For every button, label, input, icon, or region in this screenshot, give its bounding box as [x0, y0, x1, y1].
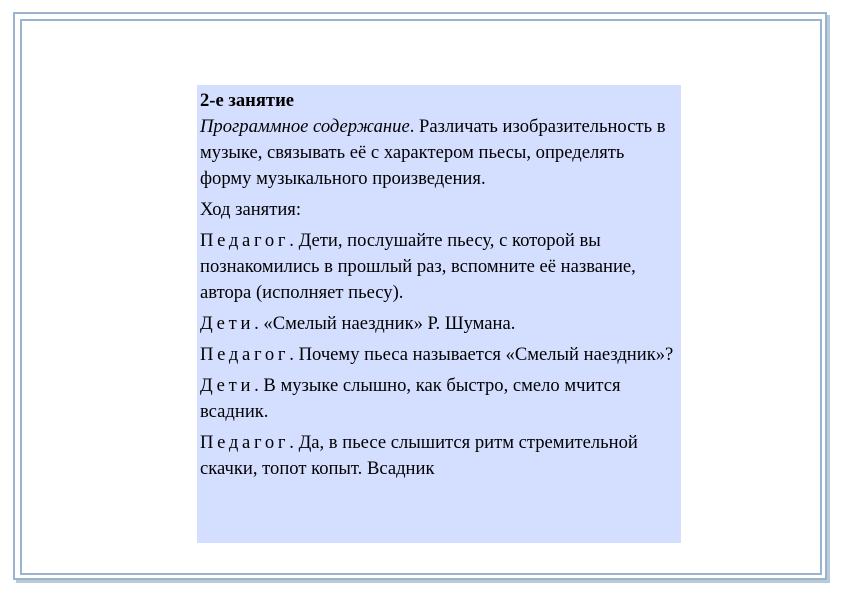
dialogue-line [200, 430, 678, 482]
program-paragraph [200, 114, 678, 192]
dialogue-speaker: Дети [200, 313, 255, 334]
lesson-heading: 2-е занятие [200, 90, 295, 111]
dialogue-line [200, 228, 678, 306]
program-label: Программное содержание [200, 116, 410, 137]
dialogue-speaker: Педагог [200, 344, 290, 365]
dialogue-text: . «Смелый наездник» Р. Шумана. [254, 313, 516, 334]
program-text: . Различать изобразительность в музыке, связывать её с характером пьесы, определять форму музыкального произведения. [200, 116, 666, 189]
dialogue-text: . Дети, послушайте пьесу, с которой вы познакомились в прошлый раз, вспомните её название, автора (исполняет пьесу). [200, 230, 636, 303]
lesson-text-box [197, 85, 681, 543]
course-label: Ход занятия: [200, 199, 302, 220]
dialogue-speaker: Педагог [200, 432, 290, 453]
dialogue-speaker: Педагог [200, 230, 290, 251]
dialogue-text: . Почему пьеса называется «Смелый наездник»? [289, 344, 674, 365]
dialogue-line [200, 342, 678, 368]
dialogue-line [200, 373, 678, 425]
dialogue-text: . Да, в пьесе слышится ритм стремительной скачки, топот копыт. Всадник [200, 432, 638, 479]
dialogue-text: . В музыке слышно, как быстро, смело мчится всадник. [200, 375, 621, 422]
dialogue-line [200, 311, 678, 337]
dialogue-speaker: Дети [200, 375, 255, 396]
